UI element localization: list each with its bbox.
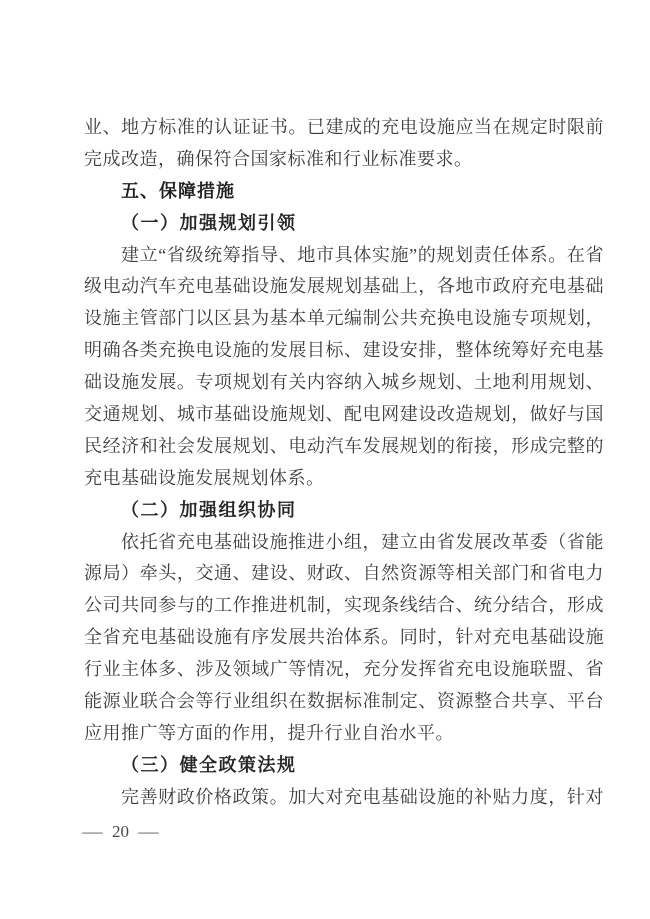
body-line: 础设施发展。专项规划有关内容纳入城乡规划、土地利用规划、 (84, 372, 604, 393)
subsection-heading: （二）加强组织协同 (121, 499, 297, 520)
page-number: 20 (112, 822, 129, 841)
body-line: 充电基础设施发展规划体系。 (84, 467, 325, 488)
body-line: 建立“省级统筹指导、地市具体实施”的规划责任体系。在省 (121, 244, 604, 265)
body-line: 完善财政价格政策。加大对充电基础设施的补贴力度，针对 (121, 786, 604, 807)
body-line: 源局）牵头，交通、建设、财政、自然资源等相关部门和省电力 (84, 563, 604, 584)
subsection-heading: （三）健全政策法规 (121, 754, 297, 775)
body-line: 应用推广等方面的作用，提升行业自治水平。 (84, 722, 454, 743)
page-footer (84, 820, 157, 844)
footer-dash-right: — (138, 822, 159, 841)
body-line: 明确各类充换电设施的发展目标、建设安排，整体统筹好充电基 (84, 340, 604, 361)
section-heading: 五、保障措施 (121, 180, 235, 201)
body-line: 全省充电基础设施有序发展共治体系。同时，针对充电基础设施 (84, 627, 604, 648)
body-line: 级电动汽车充电基础设施发展规划基础上，各地市政府充电基础 (84, 276, 604, 297)
body-line: 交通规划、城市基础设施规划、配电网建设改造规划，做好与国 (84, 404, 604, 425)
document-text-block (84, 112, 604, 814)
body-line: 能源业联合会等行业组织在数据标准制定、资源整合共享、平台 (84, 691, 604, 712)
body-line: 公司共同参与的工作推进机制，实现条线结合、统分结合，形成 (84, 595, 604, 616)
body-line: 民经济和社会发展规划、电动汽车发展规划的衔接，形成完整的 (84, 435, 604, 456)
subsection-heading: （一）加强规划引领 (121, 212, 297, 233)
body-line: 业、地方标准的认证证书。已建成的充电设施应当在规定时限前 (84, 117, 604, 137)
body-line: 行业主体多、涉及领域广等情况，充分发挥省充电设施联盟、省 (84, 659, 604, 680)
footer-dash-left: — (82, 822, 103, 841)
body-line: 完成改造，确保符合国家标准和行业标准要求。 (84, 148, 473, 169)
body-line: 设施主管部门以区县为基本单元编制公共充换电设施专项规划， (84, 308, 604, 329)
body-line: 依托省充电基础设施推进小组，建立由省发展改革委（省能 (121, 531, 604, 552)
